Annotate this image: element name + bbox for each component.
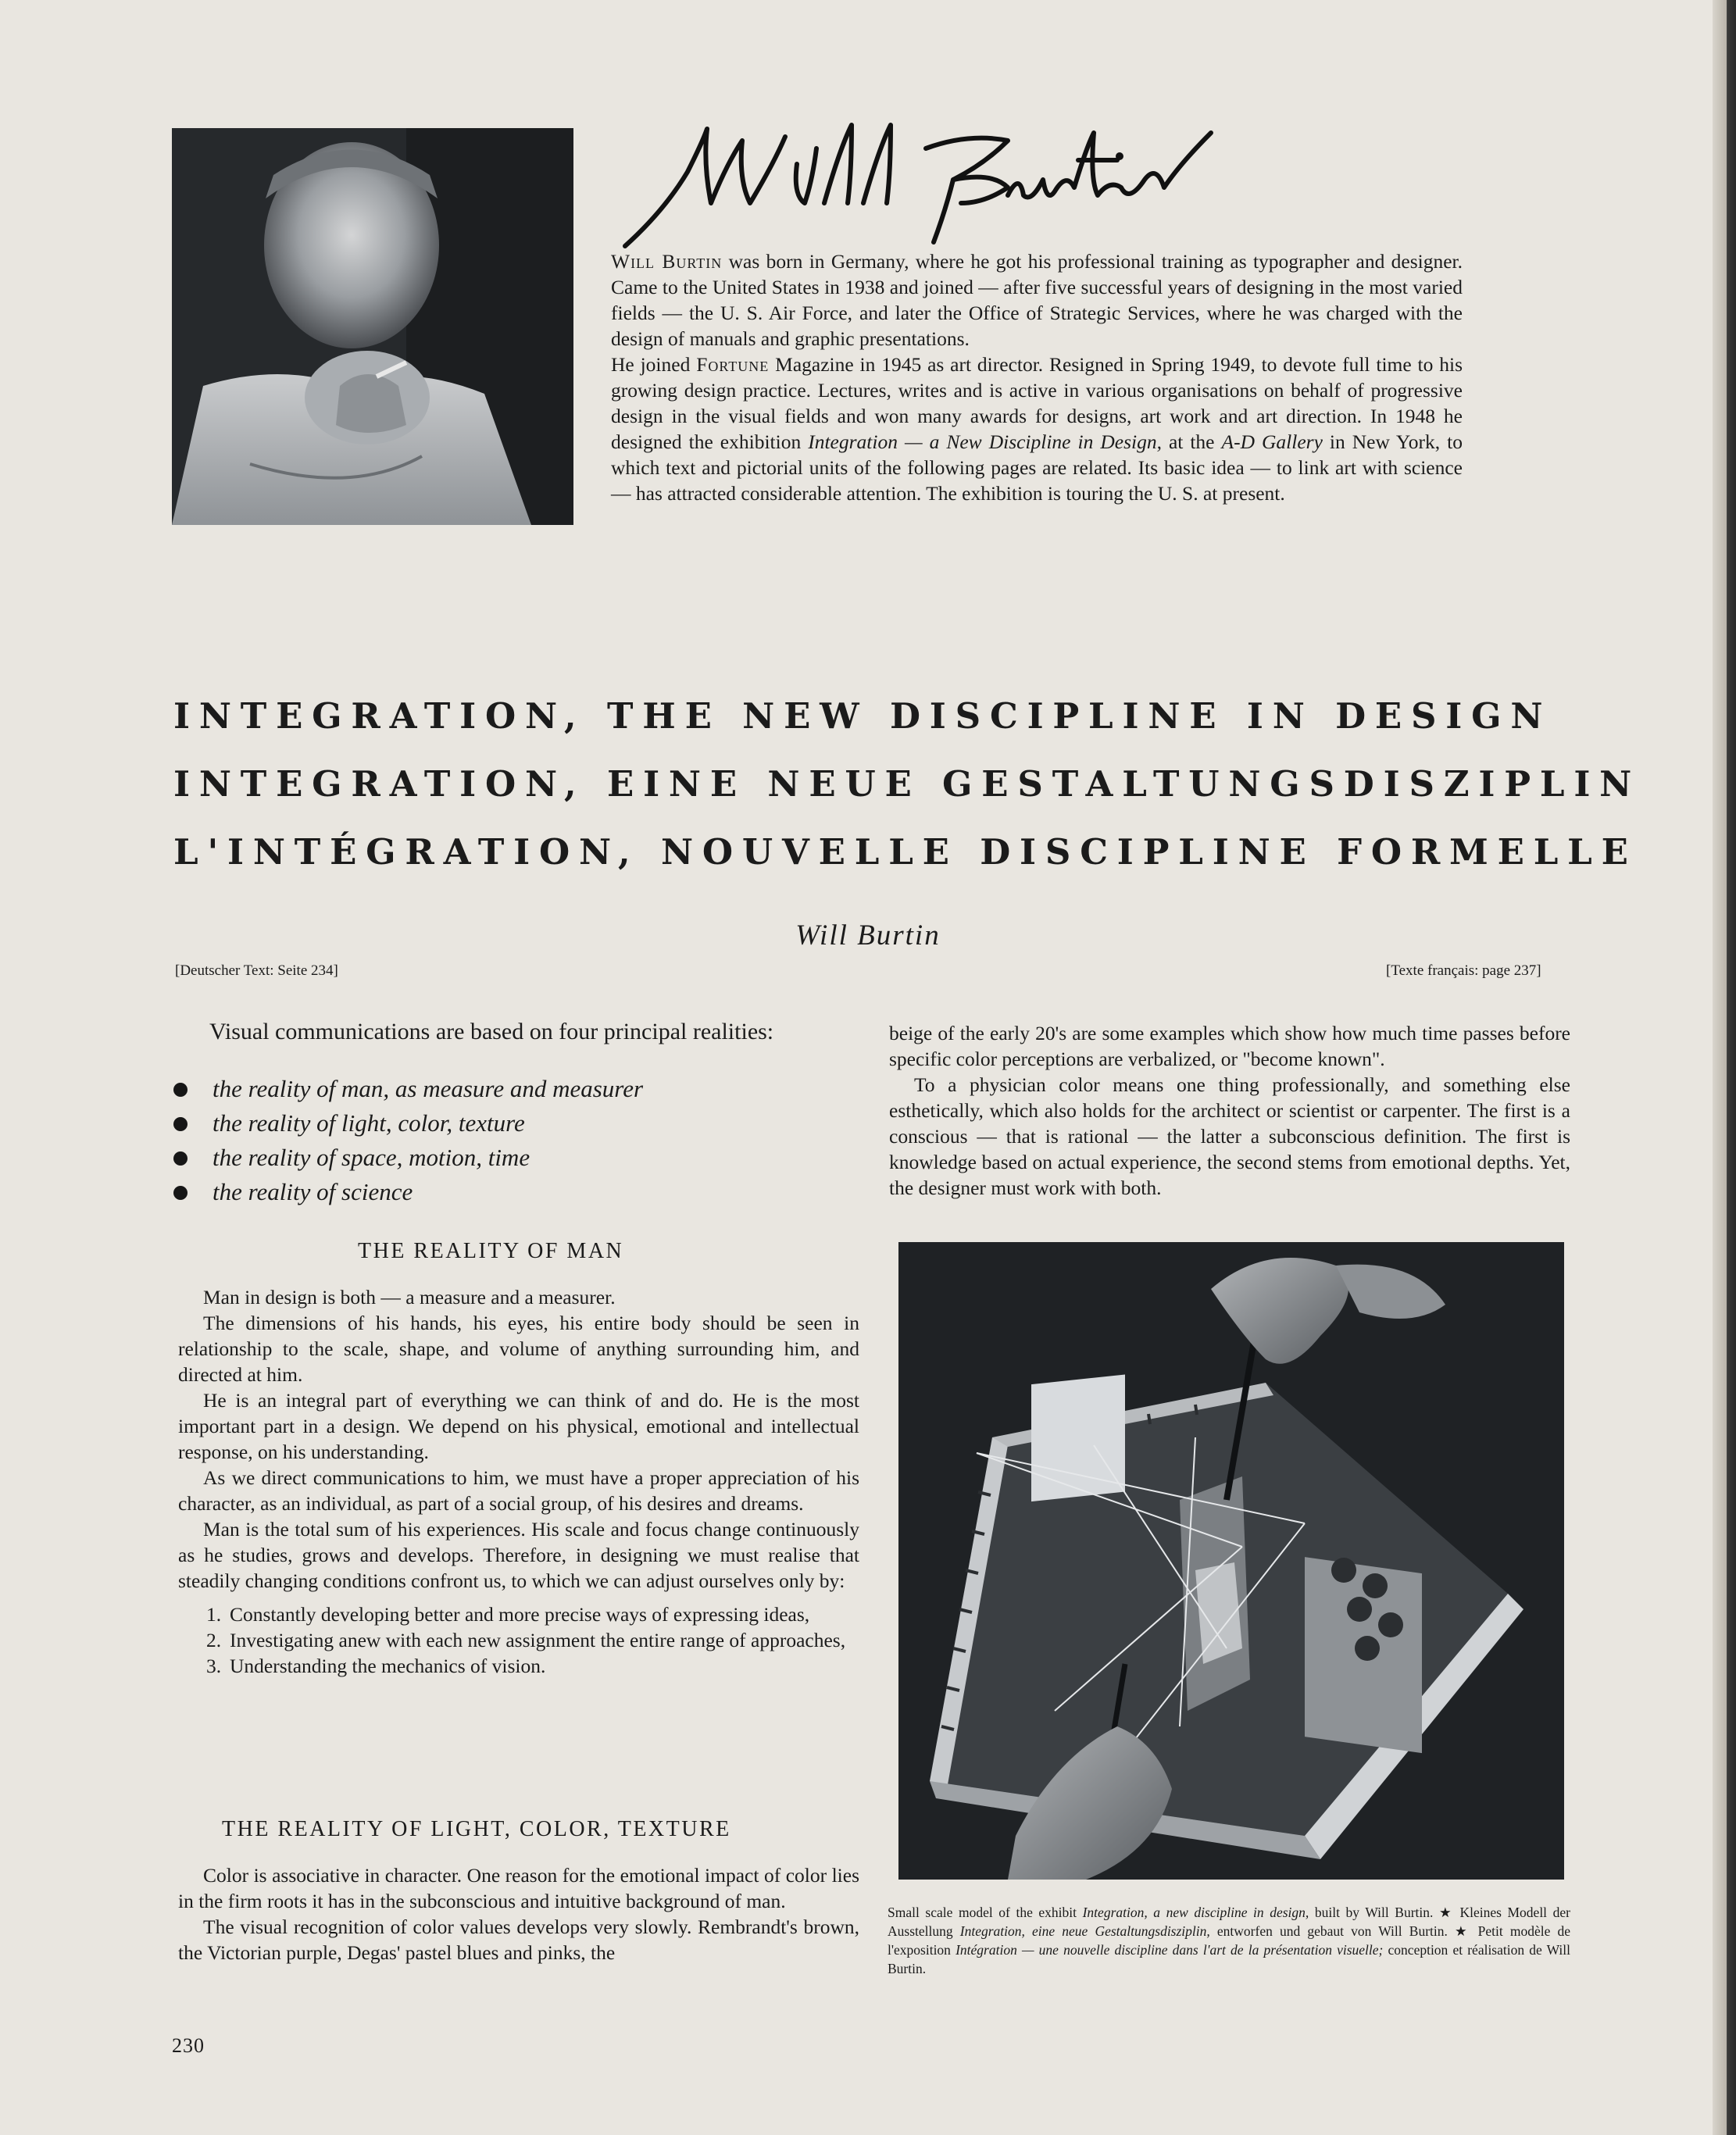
paragraph: The dimensions of his hands, his eyes, his entire body should be seen in relationship to the scale, shape, and volume of anything surrounding him, and directed at him. bbox=[178, 1312, 859, 1386]
list-item bbox=[172, 1072, 643, 1106]
list-number: 1. bbox=[206, 1603, 222, 1626]
bullet-icon bbox=[173, 1186, 188, 1200]
list-item bbox=[178, 1601, 859, 1627]
paragraph: beige of the early 20's are some examples which show how much time passes before specific color perceptions are verbalized, or "become known". bbox=[889, 1022, 1570, 1070]
intro-lead: Visual communications are based on four principal realities: bbox=[209, 1019, 774, 1044]
author-bio bbox=[611, 248, 1463, 506]
paragraph: He is an integral part of everything we can think of and do. He is the most important part in a design. We depend on his physical, emotional and intellectual response, on his understanding. bbox=[178, 1389, 859, 1463]
list-text: Understanding the mechanics of vision. bbox=[230, 1655, 546, 1677]
caption-italic: Integration, eine neue Gestaltungsdisziplin, bbox=[959, 1923, 1210, 1939]
bio-paragraph-2 bbox=[611, 352, 1463, 506]
german-text-reference: [Deutscher Text: Seite 234] bbox=[175, 962, 338, 979]
author-portrait-photo bbox=[172, 128, 573, 525]
section-man-body bbox=[178, 1284, 859, 1679]
reality-text: the reality of light, color, texture bbox=[213, 1109, 525, 1137]
paragraph: As we direct communications to him, we must have a proper appreciation of his character, as an individual, as part of a social group, of his desires and dreams. bbox=[178, 1466, 859, 1515]
bio-p2-c: at the bbox=[1161, 430, 1222, 453]
page-edge bbox=[1713, 0, 1736, 2135]
bio-name: Will Burtin bbox=[611, 250, 723, 273]
caption-text: entworfen und gebaut von Will Burtin. ★ Petit modèle de l'exposition bbox=[888, 1923, 1570, 1958]
title-german: INTEGRATION, EINE NEUE GESTALTUNGSDISZIPLIN bbox=[173, 763, 1641, 805]
reality-text: the reality of science bbox=[213, 1178, 413, 1205]
bio-p2-b: Magazine in 1945 as art director. Resigned in Spring 1949, to devote full time to his growing design practice. Lectures, writes and is active in various organisations on behalf of progressive design in the visual fields and won many awards for designs, art work and art direction. In 1948 he designed the exhibition bbox=[611, 353, 1463, 453]
list-item bbox=[172, 1175, 643, 1209]
section-heading-light: THE REALITY OF LIGHT, COLOR, TEXTURE bbox=[222, 1817, 731, 1841]
reality-text: the reality of space, motion, time bbox=[213, 1144, 530, 1171]
list-item bbox=[178, 1653, 859, 1679]
caption-text: conception et réalisation de Will Burtin. bbox=[888, 1942, 1571, 1976]
list-item bbox=[172, 1141, 643, 1175]
article-titles bbox=[173, 695, 1641, 901]
bullet-icon bbox=[173, 1151, 188, 1166]
exhibit-model-photo bbox=[898, 1242, 1564, 1880]
list-text: Investigating anew with each new assignment the entire range of approaches, bbox=[230, 1629, 846, 1651]
title-french: L'INTÉGRATION, NOUVELLE DISCIPLINE FORMELLE bbox=[173, 831, 1638, 873]
list-item bbox=[172, 1106, 643, 1141]
bio-paragraph-1 bbox=[611, 248, 1463, 352]
right-column-text bbox=[889, 1020, 1570, 1201]
paragraph: Man in design is both — a measure and a measurer. bbox=[203, 1286, 616, 1308]
signature bbox=[617, 117, 1227, 250]
reality-text: the reality of man, as measure and measurer bbox=[213, 1075, 644, 1102]
section-heading-man: THE REALITY OF MAN bbox=[358, 1239, 624, 1263]
caption-text: built by Will Burtin. ★ Kleines Modell der Ausstellung bbox=[888, 1905, 1570, 1939]
list-number: 3. bbox=[206, 1655, 222, 1677]
bullet-icon bbox=[173, 1117, 188, 1131]
caption-italic: Intégration — une nouvelle discipline dans l'art de la présentation visuelle; bbox=[956, 1942, 1384, 1958]
section-light-body bbox=[178, 1862, 859, 1965]
bio-gallery: A-D Gallery bbox=[1221, 430, 1323, 453]
paragraph: To a physician color means one thing professionally, and something else esthetically, which also holds for the architect or scientist or carpenter. The first is a conscious — that is rational — the latter a subconscious definition. The first is knowledge based on actual experience, the second stems from emotional depths. Yet, the designer must work with both. bbox=[889, 1073, 1570, 1199]
list-number: 2. bbox=[206, 1629, 222, 1651]
byline: Will Burtin bbox=[795, 919, 941, 951]
bio-fortune: Fortune bbox=[696, 353, 770, 376]
bio-exhibit-title: Integration — a New Discipline in Design, bbox=[808, 430, 1162, 453]
bio-p2-d: in New York, to which text and pictorial units of the following pages are related. Its basic idea — to link art with science — has attracted considerable attention. The exhibition is touring the U. S. at present. bbox=[611, 430, 1463, 505]
realities-list bbox=[172, 1072, 643, 1209]
french-text-reference: [Texte français: page 237] bbox=[1386, 962, 1541, 979]
bio-p2-a: He joined bbox=[611, 353, 697, 376]
paragraph: The visual recognition of color values develops very slowly. Rembrandt's brown, the Victorian purple, Degas' pastel blues and pinks, the bbox=[178, 1915, 859, 1964]
paragraph: Man is the total sum of his experiences. His scale and focus change continuously as he studies, grows and develops. Therefore, in designing we must realise that steadily changing conditions confront us, to which we can adjust ourselves only by: bbox=[178, 1518, 859, 1592]
adjustment-list bbox=[178, 1601, 859, 1679]
paragraph: Color is associative in character. One reason for the emotional impact of color lies in the firm roots it has in the subconscious and intuitive background of man. bbox=[178, 1864, 859, 1912]
photo-caption bbox=[888, 1903, 1570, 1978]
page-number: 230 bbox=[172, 2034, 205, 2057]
list-item bbox=[178, 1627, 859, 1653]
list-text: Constantly developing better and more precise ways of expressing ideas, bbox=[230, 1603, 810, 1626]
title-english: INTEGRATION, THE NEW DISCIPLINE IN DESIGN bbox=[173, 695, 1552, 737]
bullet-icon bbox=[173, 1083, 188, 1097]
caption-text: Small scale model of the exhibit bbox=[888, 1905, 1083, 1920]
bio-p1-text: was born in Germany, where he got his professional training as typographer and designer. Came to the United States in 1938 and joined — after five successful years of designing in the most varied fields — the U. S. Air Force, and later the Office of Strategic Services, where he was charged with the design of manuals and graphic presentations. bbox=[611, 250, 1463, 350]
caption-italic: Integration, a new discipline in design, bbox=[1082, 1905, 1309, 1920]
